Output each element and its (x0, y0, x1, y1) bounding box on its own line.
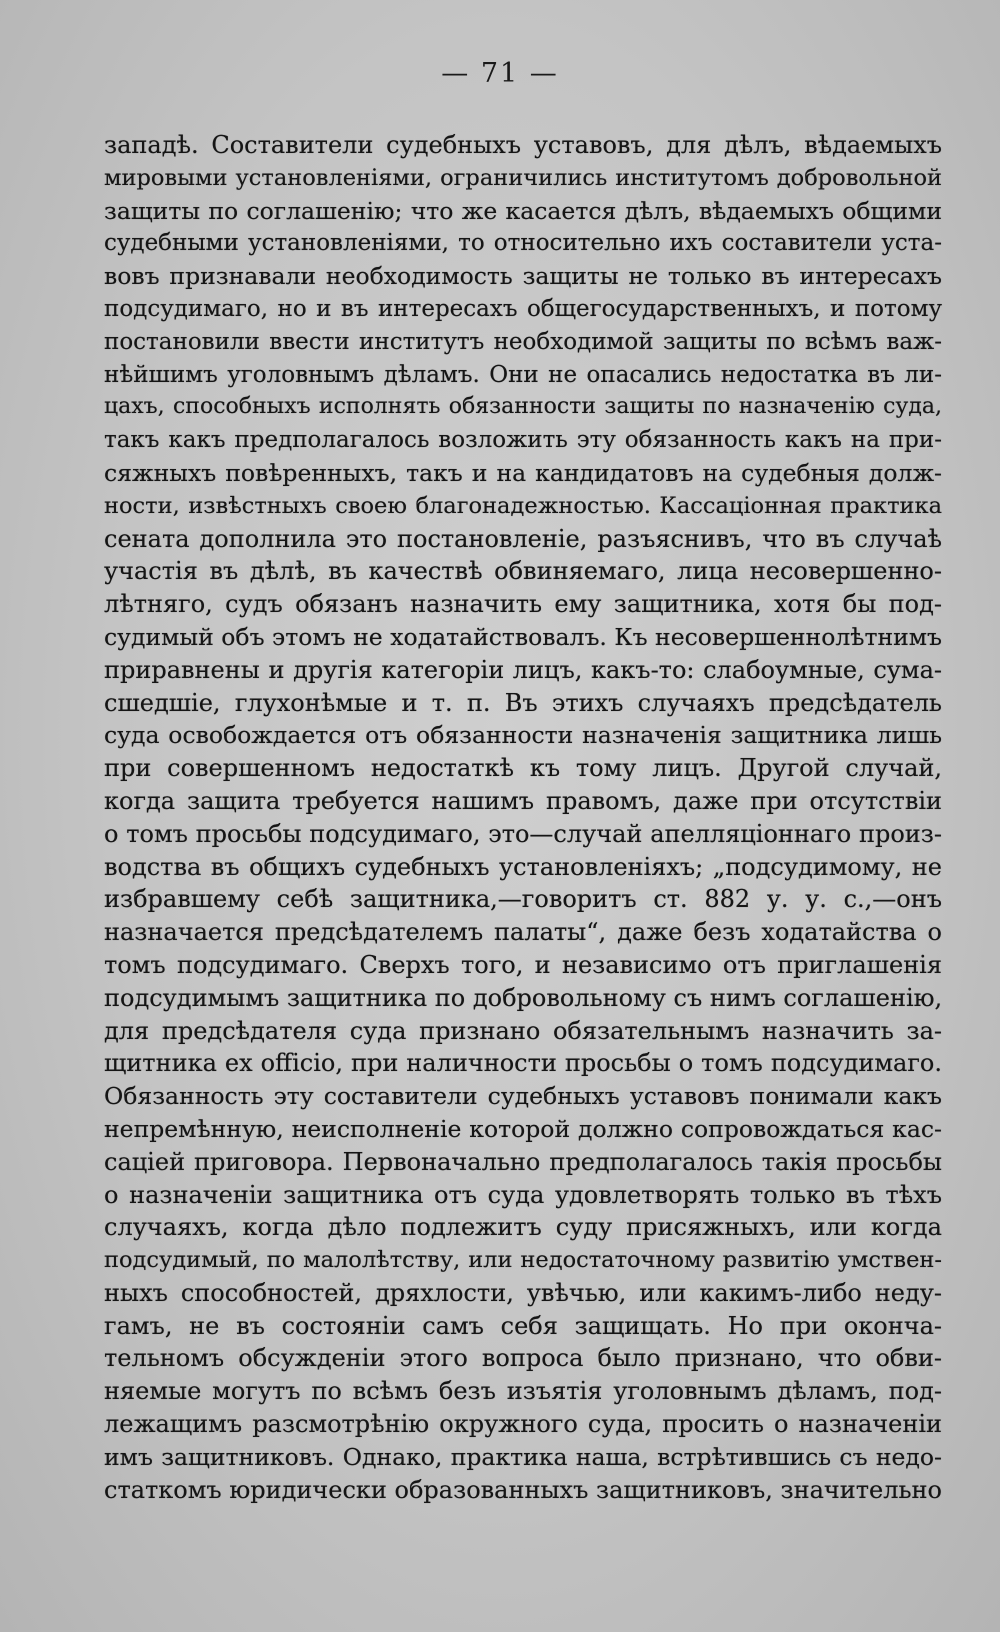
text-line: Обязанность эту составители судебныхъ уставовъ понимали какъ (104, 1082, 942, 1111)
text-line: сената дополнила это постановленіе, разъяснивъ, что въ случаѣ (104, 524, 942, 553)
text-line: няемые могутъ по всѣмъ безъ изъятія уголовнымъ дѣламъ, под- (104, 1377, 942, 1406)
page-number: — 71 — (441, 58, 559, 89)
text-line: о томъ просьбы подсудимаго, это—случай апелляціоннаго произ- (104, 819, 942, 848)
text-line: при совершенномъ недостаткѣ къ тому лицъ. Другой случай, (104, 754, 942, 783)
text-line: западѣ. Составители судебныхъ уставовъ, для дѣлъ, вѣдаемыхъ (104, 131, 942, 159)
text-line: случаяхъ, когда дѣло подлежитъ суду присяжныхъ, или когда (104, 1213, 942, 1242)
text-line: нѣйшимъ уголовнымъ дѣламъ. Они не опасались недостатка въ ли- (104, 361, 942, 388)
text-line: томъ подсудимаго. Сверхъ того, и независимо отъ приглашенія (104, 950, 942, 979)
text-line: ныхъ способностей, дряхлости, увѣчью, или какимъ-либо неду- (104, 1278, 942, 1307)
text-line: лѣтняго, судъ обязанъ назначить ему защитника, хотя бы под- (104, 590, 942, 619)
text-line: щитника ex officio, при наличности просьбы о томъ подсудимаго. (104, 1049, 942, 1078)
text-line: судебными установленіями, то относительно ихъ составители уста- (104, 230, 942, 257)
text-line: судимый объ этомъ не ходатайствовалъ. Къ несовершеннолѣтнимъ (104, 622, 942, 651)
text-line: мировыми установленіями, ограничились институтомъ добровольной (104, 164, 942, 191)
text-line: статкомъ юридически образованныхъ защитниковъ, значительно (104, 1475, 942, 1504)
text-line: непремѣнную, неисполненіе которой должно сопровождаться кас- (104, 1114, 942, 1143)
text-line: постановили ввести институтъ необходимой защиты по всѣмъ важ- (104, 328, 942, 355)
text-line: цахъ, способныхъ исполнять обязанности защиты по назначенію суда, (104, 394, 942, 420)
text-line: суда освобождается отъ обязанности назначенія защитника лишь (104, 721, 942, 750)
text-line: защиты по соглашенію; что же касается дѣлъ, вѣдаемыхъ общими (104, 196, 942, 225)
body-text (104, 129, 942, 1506)
text-line: для предсѣдателя суда признано обязательнымъ назначить за- (104, 1016, 942, 1045)
text-line: ности, извѣстныхъ своею благонадежностью. Кассаціонная практика (104, 492, 942, 519)
text-line: водства въ общихъ судебныхъ установленіяхъ; „подсудимому, не (104, 852, 942, 881)
text-line: избравшему себѣ защитника,—говоритъ ст. 882 у. у. с.,—онъ (104, 885, 942, 914)
text-line: участія въ дѣлѣ, въ качествѣ обвиняемаго, лица несовершенно- (104, 557, 942, 586)
text-line: назначается предсѣдателемъ палаты“, даже безъ ходатайства о (104, 918, 942, 947)
text-line: имъ защитниковъ. Однако, практика наша, встрѣтившись съ недо- (104, 1442, 942, 1471)
text-line: саціей приговора. Первоначально предполагалось такія просьбы (104, 1147, 942, 1176)
text-line: о назначеніи защитника отъ суда удовлетворять только въ тѣхъ (104, 1180, 942, 1209)
text-line: вовъ признавали необходимость защиты не только въ интересахъ (104, 262, 942, 291)
text-line: сяжныхъ повѣренныхъ, такъ и на кандидатовъ на судебныя долж- (104, 458, 942, 487)
text-line: гамъ, не въ состояніи самъ себя защищать. Но при оконча- (104, 1311, 942, 1340)
text-line: такъ какъ предполагалось возложить эту обязанность какъ на при- (104, 427, 942, 454)
text-line: лежащимъ разсмотрѣнію окружного суда, просить о назначеніи (104, 1410, 942, 1439)
text-line: приравнены и другія категоріи лицъ, какъ-то: слабоумные, сума- (104, 655, 942, 684)
text-line: подсудимаго, но и въ интересахъ общегосударственныхъ, и потому (104, 295, 942, 322)
text-line: подсудимымъ защитника по добровольному съ нимъ соглашенію, (104, 983, 943, 1012)
text-line: сшедшіе, глухонѣмые и т. п. Въ этихъ случаяхъ предсѣдатель (104, 688, 942, 717)
text-line: подсудимый, по малолѣтству, или недостаточному развитію умствен- (104, 1247, 942, 1274)
text-line: тельномъ обсужденіи этого вопроса было признано, что обви- (104, 1344, 942, 1373)
text-line: когда защита требуется нашимъ правомъ, даже при отсутствіи (104, 786, 942, 815)
